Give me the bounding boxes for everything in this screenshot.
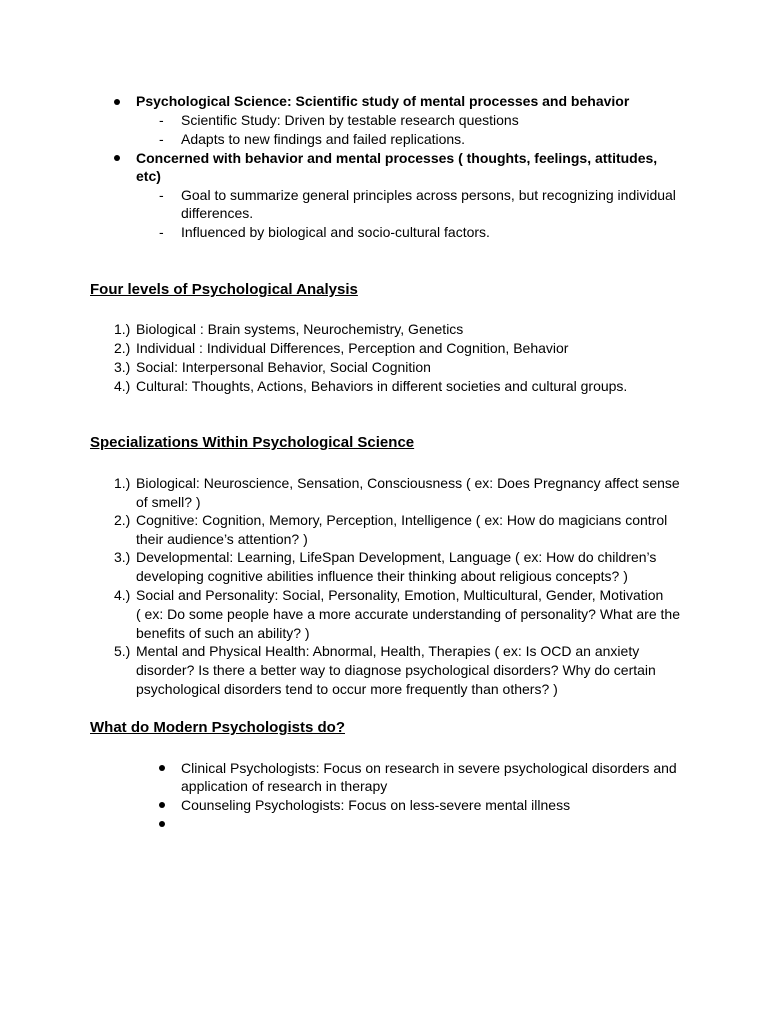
list-number: 4.) (114, 587, 131, 603)
dash-marker: - (159, 112, 164, 128)
list-number: 1.) (114, 475, 131, 491)
modern-item: Counseling Psychologists: Focus on less-severe mental illness (181, 797, 571, 813)
bullet-dot (159, 802, 165, 808)
specialization-item: Social and Personality: Social, Personality, Emotion, Multicultural, Gender, Motivation (136, 587, 664, 603)
bullet-dot (159, 821, 165, 827)
bullet-dot (114, 99, 120, 105)
specialization-item-continued: psychological disorders tend to occur more frequently than others? ) (136, 681, 558, 697)
level-item: Biological : Brain systems, Neurochemistry, Genetics (136, 321, 464, 337)
list-number: 3.) (114, 359, 131, 375)
specialization-item-continued: developing cognitive abilities influence their thinking about religious concepts? ) (136, 568, 628, 584)
specialization-item: Developmental: Learning, LifeSpan Development, Language ( ex: How do children’s (136, 549, 657, 565)
modern-item: Clinical Psychologists: Focus on research in severe psychological disorders and (181, 760, 677, 776)
specialization-item-continued: their audience’s attention? ) (136, 531, 308, 547)
section-heading-modern: What do Modern Psychologists do? (90, 719, 345, 736)
intro-subitem: Goal to summarize general principles across persons, but recognizing individual (181, 187, 676, 203)
specialization-item-continued: ( ex: Do some people have a more accurate understanding of personality? What are the (136, 606, 680, 622)
section-heading-specializations: Specializations Within Psychological Science (90, 434, 415, 451)
bullet-dot (114, 155, 120, 161)
intro-subitem: Adapts to new findings and failed replications. (181, 131, 466, 147)
dash-marker: - (159, 131, 164, 147)
intro-subitem: Influenced by biological and socio-cultural factors. (181, 224, 490, 240)
dash-marker: - (159, 187, 164, 203)
intro-item-title: Psychological Science: Scientific study of mental processes and behavior (136, 93, 630, 109)
specialization-item: Biological: Neuroscience, Sensation, Consciousness ( ex: Does Pregnancy affect sense (136, 475, 680, 491)
intro-subitem: Scientific Study: Driven by testable research questions (181, 112, 519, 128)
level-item: Cultural: Thoughts, Actions, Behaviors in different societies and cultural groups. (136, 378, 628, 394)
specialization-item: Mental and Physical Health: Abnormal, Health, Therapies ( ex: Is OCD an anxiety (136, 643, 640, 659)
intro-item-title: Concerned with behavior and mental processes ( thoughts, feelings, attitudes, (136, 150, 658, 166)
list-number: 3.) (114, 549, 131, 565)
section-heading-levels: Four levels of Psychological Analysis (90, 281, 358, 298)
list-number: 5.) (114, 643, 131, 659)
intro-subitem-continued: differences. (181, 205, 254, 221)
bullet-dot (159, 765, 165, 771)
intro-item-title-continued: etc) (136, 168, 161, 184)
modern-item-continued: application of research in therapy (181, 778, 388, 794)
list-number: 2.) (114, 340, 131, 356)
list-number: 4.) (114, 378, 131, 394)
specialization-item-continued: disorder? Is there a better way to diagnose psychological disorders? Why do certain (136, 662, 656, 678)
level-item: Individual : Individual Differences, Perception and Cognition, Behavior (136, 340, 569, 356)
level-item: Social: Interpersonal Behavior, Social Cognition (136, 359, 431, 375)
list-number: 2.) (114, 512, 131, 528)
specialization-item-continued: benefits of such an ability? ) (136, 625, 310, 641)
dash-marker: - (159, 224, 164, 240)
specialization-item-continued: of smell? ) (136, 494, 201, 510)
list-number: 1.) (114, 321, 131, 337)
specialization-item: Cognitive: Cognition, Memory, Perception, Intelligence ( ex: How do magicians control (136, 512, 668, 528)
